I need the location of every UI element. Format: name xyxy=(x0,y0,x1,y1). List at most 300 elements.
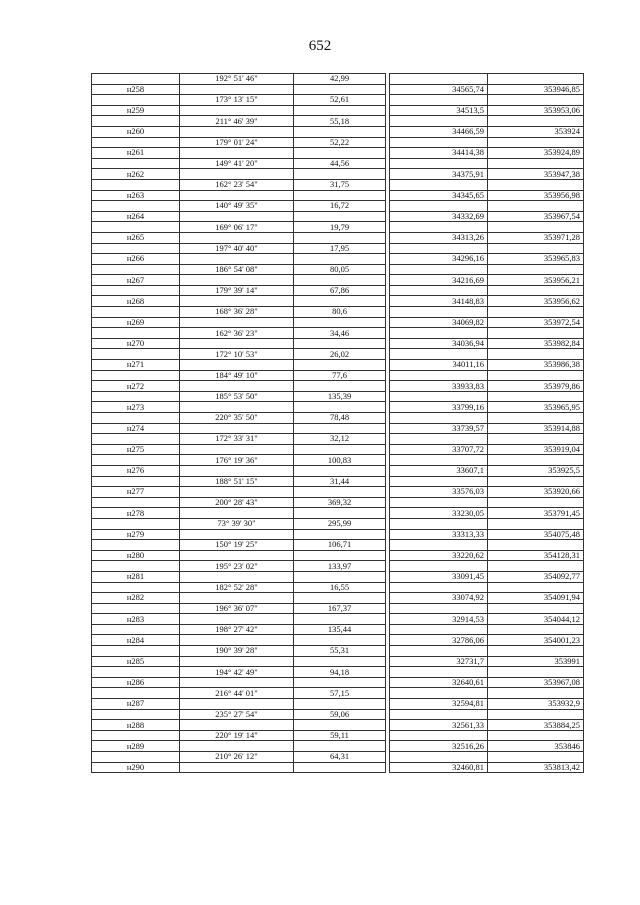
x-cell xyxy=(390,328,488,339)
point-cell xyxy=(92,752,180,763)
point-row xyxy=(92,232,584,243)
point-cell xyxy=(92,688,180,699)
length-cell xyxy=(294,677,386,688)
angle-cell xyxy=(180,360,294,371)
segment-row xyxy=(92,688,584,699)
point-cell xyxy=(92,518,180,529)
segment-row xyxy=(92,540,584,551)
point-cell: н287 xyxy=(92,699,180,710)
angle-cell: 188° 51' 15" xyxy=(180,476,294,487)
segment-row xyxy=(92,413,584,424)
y-cell xyxy=(488,222,584,233)
angle-cell xyxy=(180,614,294,625)
y-cell: 353920,66 xyxy=(488,487,584,498)
point-row xyxy=(92,444,584,455)
angle-cell xyxy=(180,275,294,286)
length-cell xyxy=(294,550,386,561)
x-cell xyxy=(390,370,488,381)
length-cell xyxy=(294,169,386,180)
x-cell: 32594,81 xyxy=(390,699,488,710)
x-cell: 33799,16 xyxy=(390,402,488,413)
segment-row xyxy=(92,285,584,296)
point-row xyxy=(92,190,584,201)
point-cell: н268 xyxy=(92,296,180,307)
point-cell: н260 xyxy=(92,126,180,137)
point-cell: н280 xyxy=(92,550,180,561)
y-cell: 353791,45 xyxy=(488,508,584,519)
x-cell: 34036,94 xyxy=(390,338,488,349)
segment-row xyxy=(92,667,584,678)
y-cell: 353956,62 xyxy=(488,296,584,307)
length-cell xyxy=(294,762,386,773)
x-cell: 32731,7 xyxy=(390,656,488,667)
point-cell: н261 xyxy=(92,148,180,159)
point-cell xyxy=(92,476,180,487)
y-cell xyxy=(488,201,584,212)
point-cell: н284 xyxy=(92,635,180,646)
angle-cell: 179° 01' 24" xyxy=(180,137,294,148)
angle-cell: 194° 42' 49" xyxy=(180,667,294,678)
x-cell xyxy=(390,709,488,720)
angle-cell xyxy=(180,169,294,180)
angle-cell: 150° 19' 25" xyxy=(180,540,294,551)
x-cell: 34345,65 xyxy=(390,190,488,201)
angle-cell xyxy=(180,635,294,646)
point-row xyxy=(92,126,584,137)
point-cell: н267 xyxy=(92,275,180,286)
y-cell: 354092,77 xyxy=(488,571,584,582)
length-cell: 19,79 xyxy=(294,222,386,233)
length-cell xyxy=(294,126,386,137)
angle-cell xyxy=(180,423,294,434)
point-row xyxy=(92,593,584,604)
point-cell: н273 xyxy=(92,402,180,413)
segment-row xyxy=(92,349,584,360)
x-cell: 32516,26 xyxy=(390,741,488,752)
length-cell: 100,83 xyxy=(294,455,386,466)
x-cell: 33739,57 xyxy=(390,423,488,434)
segment-row xyxy=(92,582,584,593)
length-cell: 369,32 xyxy=(294,497,386,508)
y-cell: 353947,38 xyxy=(488,169,584,180)
angle-cell xyxy=(180,593,294,604)
point-cell xyxy=(92,370,180,381)
angle-cell xyxy=(180,529,294,540)
angle-cell: 196° 36' 07" xyxy=(180,603,294,614)
length-cell xyxy=(294,402,386,413)
x-cell xyxy=(390,285,488,296)
point-cell: н270 xyxy=(92,338,180,349)
length-cell xyxy=(294,211,386,222)
y-cell xyxy=(488,349,584,360)
x-cell xyxy=(390,624,488,635)
segment-row xyxy=(92,74,584,85)
angle-cell xyxy=(180,211,294,222)
angle-cell: 192° 51' 46" xyxy=(180,74,294,85)
length-cell: 57,15 xyxy=(294,688,386,699)
y-cell xyxy=(488,328,584,339)
length-cell: 31,75 xyxy=(294,179,386,190)
x-cell: 34011,16 xyxy=(390,360,488,371)
angle-cell: 179° 39' 14" xyxy=(180,285,294,296)
y-cell xyxy=(488,540,584,551)
length-cell: 135,39 xyxy=(294,391,386,402)
x-cell: 34513,5 xyxy=(390,105,488,116)
x-cell: 34332,69 xyxy=(390,211,488,222)
point-cell xyxy=(92,603,180,614)
x-cell: 32786,06 xyxy=(390,635,488,646)
x-cell xyxy=(390,179,488,190)
y-cell: 353971,28 xyxy=(488,232,584,243)
point-cell xyxy=(92,391,180,402)
point-cell xyxy=(92,201,180,212)
angle-cell xyxy=(180,296,294,307)
y-cell: 353884,25 xyxy=(488,720,584,731)
y-cell: 354044,12 xyxy=(488,614,584,625)
length-cell xyxy=(294,465,386,476)
point-row xyxy=(92,550,584,561)
length-cell: 80,6 xyxy=(294,307,386,318)
angle-cell xyxy=(180,677,294,688)
segment-row xyxy=(92,222,584,233)
point-cell xyxy=(92,455,180,466)
point-row xyxy=(92,296,584,307)
x-cell: 34565,74 xyxy=(390,84,488,95)
length-cell: 55,18 xyxy=(294,116,386,127)
angle-cell: 210° 26' 12" xyxy=(180,752,294,763)
x-cell xyxy=(390,752,488,763)
point-cell: н262 xyxy=(92,169,180,180)
length-cell xyxy=(294,423,386,434)
angle-cell: 197° 40' 40" xyxy=(180,243,294,254)
angle-cell xyxy=(180,105,294,116)
angle-cell xyxy=(180,148,294,159)
x-cell xyxy=(390,264,488,275)
x-cell xyxy=(390,582,488,593)
angle-cell: 172° 33' 31" xyxy=(180,434,294,445)
point-row xyxy=(92,465,584,476)
length-cell: 59,06 xyxy=(294,709,386,720)
length-cell xyxy=(294,381,386,392)
point-row xyxy=(92,423,584,434)
point-cell: н271 xyxy=(92,360,180,371)
length-cell: 26,02 xyxy=(294,349,386,360)
point-row xyxy=(92,677,584,688)
x-cell: 32460,81 xyxy=(390,762,488,773)
y-cell: 354128,31 xyxy=(488,550,584,561)
x-cell: 33607,1 xyxy=(390,465,488,476)
y-cell xyxy=(488,264,584,275)
y-cell xyxy=(488,158,584,169)
y-cell xyxy=(488,730,584,741)
x-cell xyxy=(390,243,488,254)
segment-row xyxy=(92,603,584,614)
x-cell xyxy=(390,222,488,233)
point-row xyxy=(92,720,584,731)
x-cell: 34313,26 xyxy=(390,232,488,243)
y-cell xyxy=(488,476,584,487)
point-cell xyxy=(92,434,180,445)
y-cell xyxy=(488,370,584,381)
angle-cell: 185° 53' 50" xyxy=(180,391,294,402)
x-cell: 34216,69 xyxy=(390,275,488,286)
length-cell xyxy=(294,338,386,349)
point-cell xyxy=(92,307,180,318)
point-row xyxy=(92,529,584,540)
angle-cell xyxy=(180,720,294,731)
angle-cell xyxy=(180,444,294,455)
angle-cell: 186° 54' 08" xyxy=(180,264,294,275)
point-row xyxy=(92,487,584,498)
angle-cell xyxy=(180,571,294,582)
angle-cell xyxy=(180,190,294,201)
y-cell xyxy=(488,391,584,402)
length-cell: 16,72 xyxy=(294,201,386,212)
length-cell: 52,22 xyxy=(294,137,386,148)
length-cell xyxy=(294,317,386,328)
length-cell xyxy=(294,296,386,307)
angle-cell: 162° 23' 54" xyxy=(180,179,294,190)
point-row xyxy=(92,741,584,752)
x-cell: 33576,03 xyxy=(390,487,488,498)
angle-cell xyxy=(180,84,294,95)
length-cell xyxy=(294,593,386,604)
x-cell xyxy=(390,540,488,551)
angle-cell: 169° 06' 17" xyxy=(180,222,294,233)
angle-cell: 140° 49' 35" xyxy=(180,201,294,212)
y-cell: 353924,89 xyxy=(488,148,584,159)
segment-row xyxy=(92,328,584,339)
segment-row xyxy=(92,730,584,741)
length-cell xyxy=(294,105,386,116)
segment-row xyxy=(92,391,584,402)
y-cell: 354091,94 xyxy=(488,593,584,604)
angle-cell: 176° 19' 36" xyxy=(180,455,294,466)
y-cell xyxy=(488,95,584,106)
x-cell: 33074,92 xyxy=(390,593,488,604)
y-cell: 353956,21 xyxy=(488,275,584,286)
angle-cell: 195° 23' 02" xyxy=(180,561,294,572)
length-cell: 17,95 xyxy=(294,243,386,254)
y-cell: 353924 xyxy=(488,126,584,137)
length-cell xyxy=(294,741,386,752)
length-cell xyxy=(294,635,386,646)
y-cell: 353967,54 xyxy=(488,211,584,222)
x-cell: 33091,45 xyxy=(390,571,488,582)
length-cell: 31,44 xyxy=(294,476,386,487)
y-cell: 354001,23 xyxy=(488,635,584,646)
x-cell xyxy=(390,518,488,529)
segment-row xyxy=(92,518,584,529)
point-cell xyxy=(92,137,180,148)
segment-row xyxy=(92,752,584,763)
x-cell xyxy=(390,74,488,85)
length-cell: 44,56 xyxy=(294,158,386,169)
y-cell: 353972,54 xyxy=(488,317,584,328)
length-cell: 167,37 xyxy=(294,603,386,614)
angle-cell: 162° 36' 23" xyxy=(180,328,294,339)
y-cell xyxy=(488,116,584,127)
y-cell xyxy=(488,582,584,593)
angle-cell xyxy=(180,317,294,328)
x-cell: 32914,53 xyxy=(390,614,488,625)
length-cell xyxy=(294,508,386,519)
y-cell xyxy=(488,624,584,635)
x-cell xyxy=(390,667,488,678)
angle-cell: 220° 35' 50" xyxy=(180,413,294,424)
point-cell xyxy=(92,730,180,741)
x-cell xyxy=(390,455,488,466)
x-cell xyxy=(390,95,488,106)
length-cell: 78,48 xyxy=(294,413,386,424)
angle-cell: 173° 13' 15" xyxy=(180,95,294,106)
y-cell: 353979,86 xyxy=(488,381,584,392)
x-cell xyxy=(390,201,488,212)
point-cell xyxy=(92,624,180,635)
y-cell xyxy=(488,307,584,318)
angle-cell xyxy=(180,487,294,498)
length-cell xyxy=(294,656,386,667)
length-cell: 52,61 xyxy=(294,95,386,106)
x-cell: 33230,05 xyxy=(390,508,488,519)
y-cell xyxy=(488,561,584,572)
y-cell xyxy=(488,688,584,699)
point-row xyxy=(92,360,584,371)
point-cell: н275 xyxy=(92,444,180,455)
point-row xyxy=(92,338,584,349)
point-cell xyxy=(92,222,180,233)
angle-cell xyxy=(180,402,294,413)
x-cell xyxy=(390,688,488,699)
length-cell xyxy=(294,190,386,201)
angle-cell xyxy=(180,762,294,773)
point-row xyxy=(92,254,584,265)
length-cell: 80,05 xyxy=(294,264,386,275)
segment-row xyxy=(92,497,584,508)
y-cell: 353982,84 xyxy=(488,338,584,349)
point-cell: н264 xyxy=(92,211,180,222)
y-cell xyxy=(488,603,584,614)
y-cell: 353813,42 xyxy=(488,762,584,773)
point-cell: н282 xyxy=(92,593,180,604)
point-cell xyxy=(92,561,180,572)
segment-row xyxy=(92,624,584,635)
point-row xyxy=(92,211,584,222)
point-row xyxy=(92,84,584,95)
length-cell xyxy=(294,84,386,95)
segment-row xyxy=(92,179,584,190)
length-cell: 32,12 xyxy=(294,434,386,445)
angle-cell xyxy=(180,232,294,243)
point-cell: н269 xyxy=(92,317,180,328)
x-cell xyxy=(390,158,488,169)
x-cell: 34296,16 xyxy=(390,254,488,265)
length-cell: 133,97 xyxy=(294,561,386,572)
segment-row xyxy=(92,158,584,169)
point-cell xyxy=(92,243,180,254)
length-cell: 34,46 xyxy=(294,328,386,339)
length-cell: 67,86 xyxy=(294,285,386,296)
y-cell: 353956,98 xyxy=(488,190,584,201)
y-cell: 353965,83 xyxy=(488,254,584,265)
y-cell: 353919,04 xyxy=(488,444,584,455)
y-cell xyxy=(488,752,584,763)
x-cell: 34414,38 xyxy=(390,148,488,159)
length-cell: 42,99 xyxy=(294,74,386,85)
page-number: 652 xyxy=(308,38,332,54)
point-row xyxy=(92,699,584,710)
point-cell: н281 xyxy=(92,571,180,582)
length-cell xyxy=(294,699,386,710)
point-cell xyxy=(92,116,180,127)
length-cell xyxy=(294,571,386,582)
y-cell: 353914,88 xyxy=(488,423,584,434)
point-cell xyxy=(92,349,180,360)
length-cell xyxy=(294,148,386,159)
segment-row xyxy=(92,201,584,212)
y-cell xyxy=(488,434,584,445)
y-cell: 353932,9 xyxy=(488,699,584,710)
point-cell: н279 xyxy=(92,529,180,540)
angle-cell: 216° 44' 01" xyxy=(180,688,294,699)
angle-cell xyxy=(180,254,294,265)
length-cell: 64,31 xyxy=(294,752,386,763)
y-cell xyxy=(488,455,584,466)
angle-cell xyxy=(180,550,294,561)
segment-row xyxy=(92,455,584,466)
point-cell: н265 xyxy=(92,232,180,243)
point-cell xyxy=(92,285,180,296)
point-row xyxy=(92,635,584,646)
point-row xyxy=(92,762,584,773)
point-cell: н272 xyxy=(92,381,180,392)
y-cell xyxy=(488,137,584,148)
x-cell xyxy=(390,603,488,614)
x-cell xyxy=(390,116,488,127)
y-cell xyxy=(488,646,584,657)
x-cell xyxy=(390,391,488,402)
point-row xyxy=(92,148,584,159)
point-cell xyxy=(92,497,180,508)
x-cell xyxy=(390,137,488,148)
length-cell: 295,99 xyxy=(294,518,386,529)
x-cell: 32561,33 xyxy=(390,720,488,731)
point-cell: н290 xyxy=(92,762,180,773)
segment-row xyxy=(92,243,584,254)
point-row xyxy=(92,317,584,328)
angle-cell xyxy=(180,338,294,349)
length-cell xyxy=(294,254,386,265)
length-cell xyxy=(294,614,386,625)
angle-cell: 220° 19' 14" xyxy=(180,730,294,741)
point-cell xyxy=(92,158,180,169)
length-cell xyxy=(294,360,386,371)
point-cell xyxy=(92,582,180,593)
point-cell: н258 xyxy=(92,84,180,95)
length-cell: 55,31 xyxy=(294,646,386,657)
point-cell: н288 xyxy=(92,720,180,731)
x-cell: 33707,72 xyxy=(390,444,488,455)
y-cell: 353925,5 xyxy=(488,465,584,476)
angle-cell: 184° 49' 10" xyxy=(180,370,294,381)
angle-cell: 190° 39' 28" xyxy=(180,646,294,657)
length-cell xyxy=(294,232,386,243)
coordinates-table xyxy=(91,73,584,773)
length-cell xyxy=(294,529,386,540)
angle-cell xyxy=(180,465,294,476)
point-cell xyxy=(92,74,180,85)
x-cell: 34069,82 xyxy=(390,317,488,328)
